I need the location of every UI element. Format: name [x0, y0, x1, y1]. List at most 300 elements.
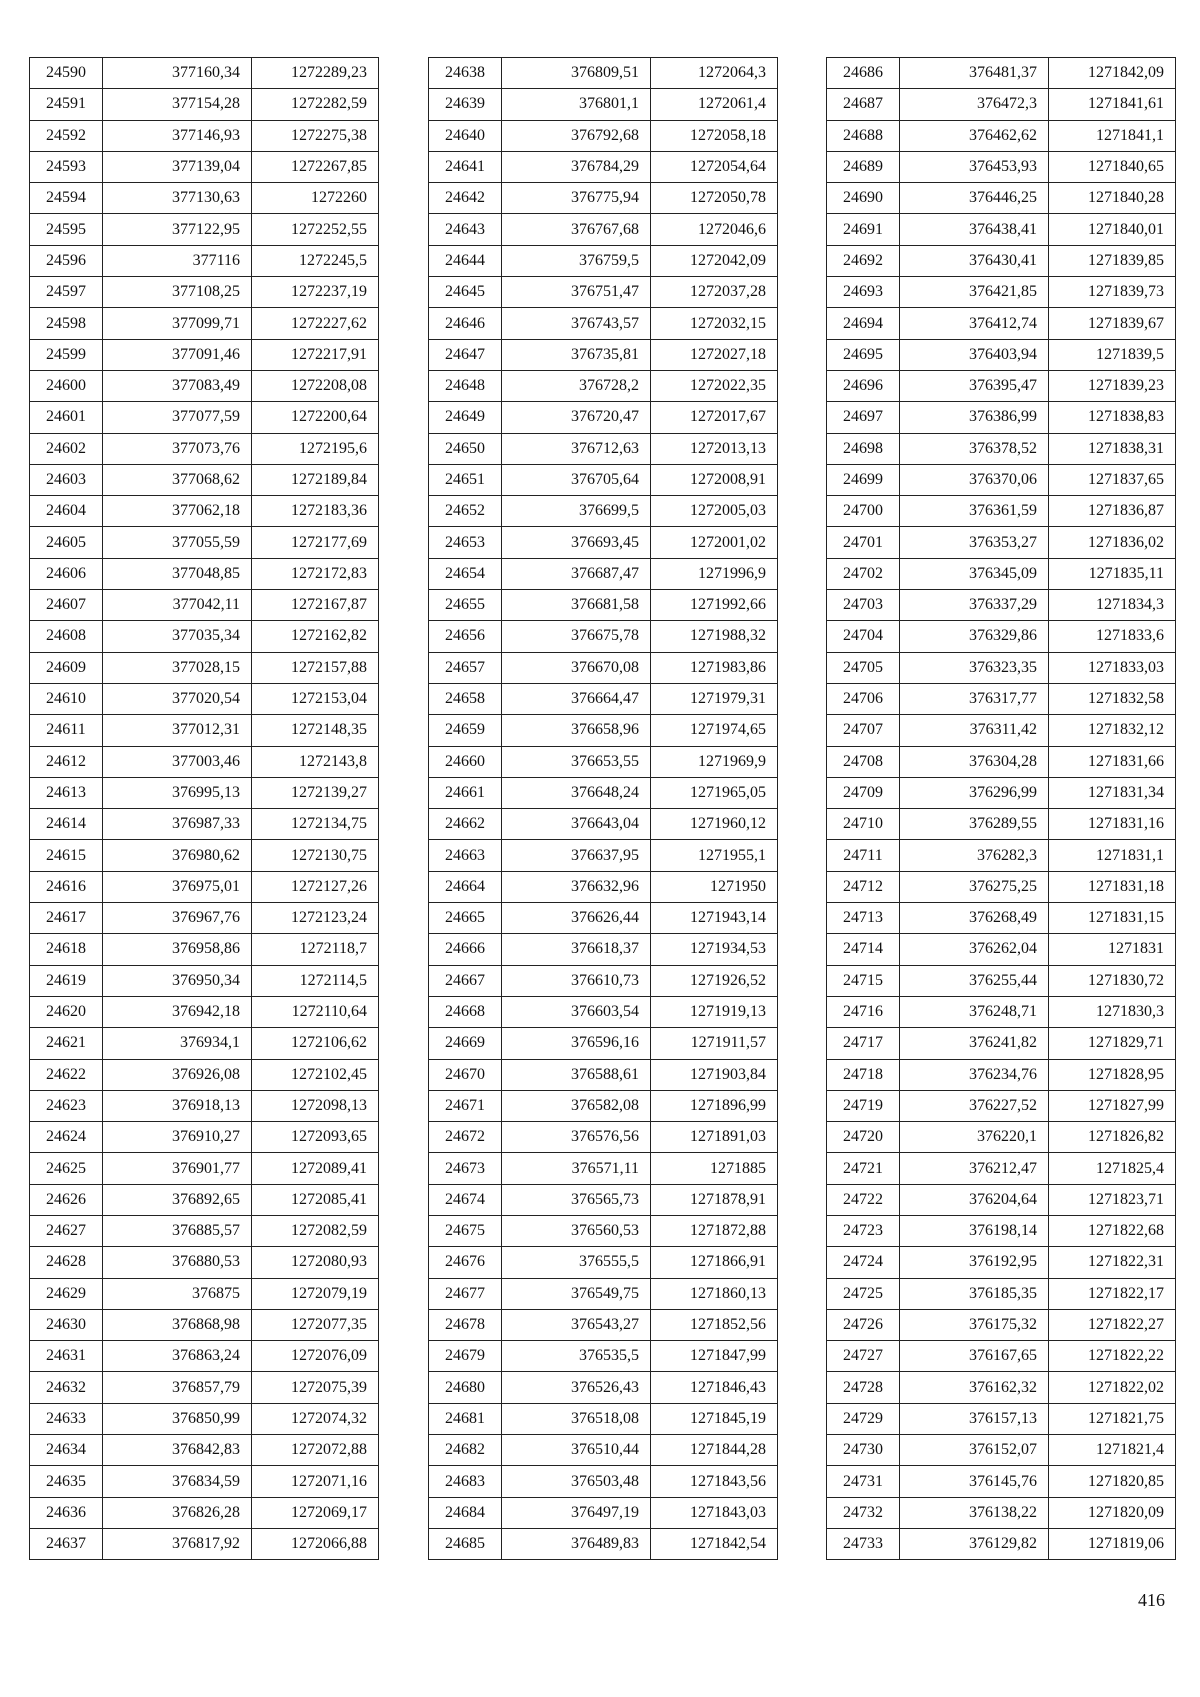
x-coordinate-cell: 376618,37 — [502, 934, 651, 965]
point-number-cell: 24682 — [429, 1435, 502, 1466]
y-coordinate-cell: 1272189,84 — [252, 464, 379, 495]
y-coordinate-cell: 1272177,69 — [252, 527, 379, 558]
table-row — [827, 683, 1176, 714]
x-coordinate-cell: 376826,28 — [103, 1497, 252, 1528]
point-number-cell: 24710 — [827, 809, 900, 840]
point-number-cell: 24627 — [30, 1215, 103, 1246]
y-coordinate-cell: 1271832,12 — [1049, 715, 1176, 746]
x-coordinate-cell: 376386,99 — [900, 402, 1049, 433]
x-coordinate-cell: 376323,35 — [900, 652, 1049, 683]
y-coordinate-cell: 1271836,02 — [1049, 527, 1176, 558]
point-number-cell: 24637 — [30, 1528, 103, 1559]
y-coordinate-cell: 1271872,88 — [651, 1215, 778, 1246]
y-coordinate-cell: 1272289,23 — [252, 58, 379, 89]
table-row — [30, 965, 379, 996]
point-number-cell: 24644 — [429, 245, 502, 276]
point-number-cell: 24714 — [827, 934, 900, 965]
y-coordinate-cell: 1272098,13 — [252, 1090, 379, 1121]
y-coordinate-cell: 1272275,38 — [252, 120, 379, 151]
x-coordinate-cell: 377048,85 — [103, 558, 252, 589]
table-row — [827, 1466, 1176, 1497]
table-row — [429, 590, 778, 621]
point-number-cell: 24686 — [827, 58, 900, 89]
x-coordinate-cell: 376412,74 — [900, 308, 1049, 339]
table-row — [30, 1090, 379, 1121]
point-number-cell: 24706 — [827, 683, 900, 714]
x-coordinate-cell: 377012,31 — [103, 715, 252, 746]
y-coordinate-cell: 1271988,32 — [651, 621, 778, 652]
point-number-cell: 24590 — [30, 58, 103, 89]
point-number-cell: 24628 — [30, 1247, 103, 1278]
y-coordinate-cell: 1271841,1 — [1049, 120, 1176, 151]
point-number-cell: 24688 — [827, 120, 900, 151]
point-number-cell: 24606 — [30, 558, 103, 589]
table-row — [429, 809, 778, 840]
x-coordinate-cell: 376162,32 — [900, 1372, 1049, 1403]
y-coordinate-cell: 1271840,65 — [1049, 151, 1176, 182]
point-number-cell: 24667 — [429, 965, 502, 996]
table-row — [30, 746, 379, 777]
x-coordinate-cell: 376275,25 — [900, 871, 1049, 902]
table-row — [827, 652, 1176, 683]
y-coordinate-cell: 1272050,78 — [651, 183, 778, 214]
table-row — [30, 1403, 379, 1434]
y-coordinate-cell: 1272153,04 — [252, 683, 379, 714]
table-row — [429, 558, 778, 589]
y-coordinate-cell: 1271822,31 — [1049, 1247, 1176, 1278]
y-coordinate-cell: 1271943,14 — [651, 903, 778, 934]
point-number-cell: 24716 — [827, 996, 900, 1027]
table-row — [827, 1090, 1176, 1121]
y-coordinate-cell: 1271841,61 — [1049, 89, 1176, 120]
y-coordinate-cell: 1271860,13 — [651, 1278, 778, 1309]
point-number-cell: 24610 — [30, 683, 103, 714]
table-row — [30, 1153, 379, 1184]
coordinate-table-3 — [826, 57, 1176, 1560]
table-row — [429, 496, 778, 527]
y-coordinate-cell: 1272139,27 — [252, 777, 379, 808]
x-coordinate-cell: 376212,47 — [900, 1153, 1049, 1184]
point-number-cell: 24668 — [429, 996, 502, 1027]
point-number-cell: 24632 — [30, 1372, 103, 1403]
point-number-cell: 24691 — [827, 214, 900, 245]
table-row — [30, 464, 379, 495]
table-row — [30, 527, 379, 558]
point-number-cell: 24660 — [429, 746, 502, 777]
y-coordinate-cell: 1272245,5 — [252, 245, 379, 276]
point-number-cell: 24731 — [827, 1466, 900, 1497]
point-number-cell: 24685 — [429, 1528, 502, 1559]
x-coordinate-cell: 377154,28 — [103, 89, 252, 120]
point-number-cell: 24645 — [429, 277, 502, 308]
x-coordinate-cell: 376337,29 — [900, 590, 1049, 621]
point-number-cell: 24658 — [429, 683, 502, 714]
x-coordinate-cell: 376735,81 — [502, 339, 651, 370]
point-number-cell: 24611 — [30, 715, 103, 746]
table-row — [30, 89, 379, 120]
y-coordinate-cell: 1271832,58 — [1049, 683, 1176, 714]
x-coordinate-cell: 376632,96 — [502, 871, 651, 902]
y-coordinate-cell: 1271831,16 — [1049, 809, 1176, 840]
table-row — [429, 89, 778, 120]
x-coordinate-cell: 376743,57 — [502, 308, 651, 339]
x-coordinate-cell: 376421,85 — [900, 277, 1049, 308]
y-coordinate-cell: 1272208,08 — [252, 370, 379, 401]
table-row — [429, 903, 778, 934]
point-number-cell: 24694 — [827, 308, 900, 339]
x-coordinate-cell: 376712,63 — [502, 433, 651, 464]
x-coordinate-cell: 376560,53 — [502, 1215, 651, 1246]
x-coordinate-cell: 376987,33 — [103, 809, 252, 840]
y-coordinate-cell: 1272072,88 — [252, 1435, 379, 1466]
x-coordinate-cell: 376227,52 — [900, 1090, 1049, 1121]
y-coordinate-cell: 1271822,27 — [1049, 1309, 1176, 1340]
table-row — [827, 1528, 1176, 1559]
point-number-cell: 24695 — [827, 339, 900, 370]
y-coordinate-cell: 1271878,91 — [651, 1184, 778, 1215]
y-coordinate-cell: 1271846,43 — [651, 1372, 778, 1403]
y-coordinate-cell: 1271831 — [1049, 934, 1176, 965]
y-coordinate-cell: 1271821,75 — [1049, 1403, 1176, 1434]
table-row — [429, 1090, 778, 1121]
x-coordinate-cell: 376801,1 — [502, 89, 651, 120]
table-row — [429, 308, 778, 339]
point-number-cell: 24662 — [429, 809, 502, 840]
point-number-cell: 24639 — [429, 89, 502, 120]
point-number-cell: 24722 — [827, 1184, 900, 1215]
table-row — [827, 89, 1176, 120]
x-coordinate-cell: 376403,94 — [900, 339, 1049, 370]
table-row — [30, 1341, 379, 1372]
point-number-cell: 24601 — [30, 402, 103, 433]
y-coordinate-cell: 1272032,15 — [651, 308, 778, 339]
x-coordinate-cell: 376472,3 — [900, 89, 1049, 120]
table-row — [429, 1153, 778, 1184]
x-coordinate-cell: 377028,15 — [103, 652, 252, 683]
table-row — [30, 1372, 379, 1403]
x-coordinate-cell: 376728,2 — [502, 370, 651, 401]
x-coordinate-cell: 376289,55 — [900, 809, 1049, 840]
table-row — [429, 1466, 778, 1497]
x-coordinate-cell: 376675,78 — [502, 621, 651, 652]
table-row — [827, 996, 1176, 1027]
y-coordinate-cell: 1271842,09 — [1049, 58, 1176, 89]
x-coordinate-cell: 376430,41 — [900, 245, 1049, 276]
table-row — [827, 1122, 1176, 1153]
point-number-cell: 24598 — [30, 308, 103, 339]
point-number-cell: 24677 — [429, 1278, 502, 1309]
table-row — [827, 464, 1176, 495]
y-coordinate-cell: 1272130,75 — [252, 840, 379, 871]
table-row — [827, 558, 1176, 589]
table-row — [429, 1247, 778, 1278]
y-coordinate-cell: 1271820,09 — [1049, 1497, 1176, 1528]
y-coordinate-cell: 1271842,54 — [651, 1528, 778, 1559]
x-coordinate-cell: 376705,64 — [502, 464, 651, 495]
x-coordinate-cell: 376576,56 — [502, 1122, 651, 1153]
x-coordinate-cell: 376885,57 — [103, 1215, 252, 1246]
point-number-cell: 24698 — [827, 433, 900, 464]
x-coordinate-cell: 376610,73 — [502, 965, 651, 996]
x-coordinate-cell: 376648,24 — [502, 777, 651, 808]
y-coordinate-cell: 1271950 — [651, 871, 778, 902]
point-number-cell: 24594 — [30, 183, 103, 214]
x-coordinate-cell: 377083,49 — [103, 370, 252, 401]
table-row — [30, 183, 379, 214]
point-number-cell: 24604 — [30, 496, 103, 527]
x-coordinate-cell: 376637,95 — [502, 840, 651, 871]
table-row — [30, 151, 379, 182]
y-coordinate-cell: 1271830,3 — [1049, 996, 1176, 1027]
y-coordinate-cell: 1272200,64 — [252, 402, 379, 433]
table-row — [827, 1028, 1176, 1059]
x-coordinate-cell: 376167,65 — [900, 1341, 1049, 1372]
point-number-cell: 24676 — [429, 1247, 502, 1278]
y-coordinate-cell: 1271822,22 — [1049, 1341, 1176, 1372]
point-number-cell: 24664 — [429, 871, 502, 902]
y-coordinate-cell: 1272148,35 — [252, 715, 379, 746]
x-coordinate-cell: 377160,34 — [103, 58, 252, 89]
y-coordinate-cell: 1271834,3 — [1049, 590, 1176, 621]
point-number-cell: 24622 — [30, 1059, 103, 1090]
point-number-cell: 24663 — [429, 840, 502, 871]
y-coordinate-cell: 1271838,83 — [1049, 402, 1176, 433]
x-coordinate-cell: 376555,5 — [502, 1247, 651, 1278]
x-coordinate-cell: 377035,34 — [103, 621, 252, 652]
y-coordinate-cell: 1272058,18 — [651, 120, 778, 151]
x-coordinate-cell: 377091,46 — [103, 339, 252, 370]
table-row — [429, 1215, 778, 1246]
table-row — [429, 1122, 778, 1153]
x-coordinate-cell: 376329,86 — [900, 621, 1049, 652]
table-row — [429, 621, 778, 652]
table-row — [30, 339, 379, 370]
table-row — [30, 214, 379, 245]
x-coordinate-cell: 376759,5 — [502, 245, 651, 276]
y-coordinate-cell: 1271847,99 — [651, 1341, 778, 1372]
point-number-cell: 24704 — [827, 621, 900, 652]
table-row — [429, 1028, 778, 1059]
point-number-cell: 24718 — [827, 1059, 900, 1090]
table-row — [429, 433, 778, 464]
table-row — [429, 965, 778, 996]
table-row — [429, 1278, 778, 1309]
table-row — [30, 58, 379, 89]
x-coordinate-cell: 376658,96 — [502, 715, 651, 746]
y-coordinate-cell: 1272237,19 — [252, 277, 379, 308]
y-coordinate-cell: 1271821,4 — [1049, 1435, 1176, 1466]
table-row — [429, 1184, 778, 1215]
y-coordinate-cell: 1271965,05 — [651, 777, 778, 808]
x-coordinate-cell: 376453,93 — [900, 151, 1049, 182]
y-coordinate-cell: 1271837,65 — [1049, 464, 1176, 495]
x-coordinate-cell: 376775,94 — [502, 183, 651, 214]
x-coordinate-cell: 376950,34 — [103, 965, 252, 996]
x-coordinate-cell: 377020,54 — [103, 683, 252, 714]
table-row — [30, 934, 379, 965]
table-row — [827, 1341, 1176, 1372]
x-coordinate-cell: 376975,01 — [103, 871, 252, 902]
y-coordinate-cell: 1271955,1 — [651, 840, 778, 871]
point-number-cell: 24603 — [30, 464, 103, 495]
point-number-cell: 24647 — [429, 339, 502, 370]
x-coordinate-cell: 376653,55 — [502, 746, 651, 777]
y-coordinate-cell: 1272013,13 — [651, 433, 778, 464]
x-coordinate-cell: 377055,59 — [103, 527, 252, 558]
x-coordinate-cell: 376910,27 — [103, 1122, 252, 1153]
point-number-cell: 24623 — [30, 1090, 103, 1121]
x-coordinate-cell: 376198,14 — [900, 1215, 1049, 1246]
point-number-cell: 24679 — [429, 1341, 502, 1372]
table-row — [827, 1153, 1176, 1184]
y-coordinate-cell: 1271828,95 — [1049, 1059, 1176, 1090]
y-coordinate-cell: 1271919,13 — [651, 996, 778, 1027]
x-coordinate-cell: 376857,79 — [103, 1372, 252, 1403]
point-number-cell: 24655 — [429, 590, 502, 621]
y-coordinate-cell: 1272061,4 — [651, 89, 778, 120]
point-number-cell: 24719 — [827, 1090, 900, 1121]
table-row — [429, 1497, 778, 1528]
point-number-cell: 24609 — [30, 652, 103, 683]
x-coordinate-cell: 376699,5 — [502, 496, 651, 527]
point-number-cell: 24699 — [827, 464, 900, 495]
point-number-cell: 24674 — [429, 1184, 502, 1215]
table-row — [827, 965, 1176, 996]
table-row — [827, 308, 1176, 339]
x-coordinate-cell: 376526,43 — [502, 1372, 651, 1403]
x-coordinate-cell: 376934,1 — [103, 1028, 252, 1059]
x-coordinate-cell: 377130,63 — [103, 183, 252, 214]
x-coordinate-cell: 376588,61 — [502, 1059, 651, 1090]
point-number-cell: 24635 — [30, 1466, 103, 1497]
y-coordinate-cell: 1271825,4 — [1049, 1153, 1176, 1184]
x-coordinate-cell: 376995,13 — [103, 777, 252, 808]
x-coordinate-cell: 377146,93 — [103, 120, 252, 151]
table-row — [429, 777, 778, 808]
x-coordinate-cell: 376370,06 — [900, 464, 1049, 495]
y-coordinate-cell: 1271839,73 — [1049, 277, 1176, 308]
y-coordinate-cell: 1272127,26 — [252, 871, 379, 902]
point-number-cell: 24646 — [429, 308, 502, 339]
y-coordinate-cell: 1271830,72 — [1049, 965, 1176, 996]
x-coordinate-cell: 376497,19 — [502, 1497, 651, 1528]
y-coordinate-cell: 1272143,8 — [252, 746, 379, 777]
table-row — [429, 339, 778, 370]
table-row — [827, 1372, 1176, 1403]
x-coordinate-cell: 376361,59 — [900, 496, 1049, 527]
table-row — [827, 214, 1176, 245]
y-coordinate-cell: 1272080,93 — [252, 1247, 379, 1278]
point-number-cell: 24626 — [30, 1184, 103, 1215]
y-coordinate-cell: 1272077,35 — [252, 1309, 379, 1340]
table-row — [30, 621, 379, 652]
x-coordinate-cell: 376204,64 — [900, 1184, 1049, 1215]
table-row — [827, 1497, 1176, 1528]
point-number-cell: 24649 — [429, 402, 502, 433]
x-coordinate-cell: 376462,62 — [900, 120, 1049, 151]
y-coordinate-cell: 1271831,66 — [1049, 746, 1176, 777]
y-coordinate-cell: 1272114,5 — [252, 965, 379, 996]
x-coordinate-cell: 376304,28 — [900, 746, 1049, 777]
point-number-cell: 24641 — [429, 151, 502, 182]
y-coordinate-cell: 1271833,03 — [1049, 652, 1176, 683]
x-coordinate-cell: 376549,75 — [502, 1278, 651, 1309]
x-coordinate-cell: 377073,76 — [103, 433, 252, 464]
x-coordinate-cell: 376693,45 — [502, 527, 651, 558]
point-number-cell: 24615 — [30, 840, 103, 871]
x-coordinate-cell: 376850,99 — [103, 1403, 252, 1434]
y-coordinate-cell: 1271826,82 — [1049, 1122, 1176, 1153]
point-number-cell: 24608 — [30, 621, 103, 652]
point-number-cell: 24678 — [429, 1309, 502, 1340]
y-coordinate-cell: 1272005,03 — [651, 496, 778, 527]
point-number-cell: 24703 — [827, 590, 900, 621]
x-coordinate-cell: 376489,83 — [502, 1528, 651, 1559]
y-coordinate-cell: 1272046,6 — [651, 214, 778, 245]
y-coordinate-cell: 1271823,71 — [1049, 1184, 1176, 1215]
y-coordinate-cell: 1271911,57 — [651, 1028, 778, 1059]
x-coordinate-cell: 377003,46 — [103, 746, 252, 777]
y-coordinate-cell: 1272093,65 — [252, 1122, 379, 1153]
x-coordinate-cell: 376942,18 — [103, 996, 252, 1027]
x-coordinate-cell: 376255,44 — [900, 965, 1049, 996]
x-coordinate-cell: 376262,04 — [900, 934, 1049, 965]
y-coordinate-cell: 1272075,39 — [252, 1372, 379, 1403]
x-coordinate-cell: 376234,76 — [900, 1059, 1049, 1090]
x-coordinate-cell: 376892,65 — [103, 1184, 252, 1215]
page-number: 416 — [1138, 1590, 1165, 1610]
x-coordinate-cell: 377108,25 — [103, 277, 252, 308]
x-coordinate-cell: 376681,58 — [502, 590, 651, 621]
x-coordinate-cell: 376518,08 — [502, 1403, 651, 1434]
y-coordinate-cell: 1271839,67 — [1049, 308, 1176, 339]
y-coordinate-cell: 1272195,6 — [252, 433, 379, 464]
x-coordinate-cell: 376311,42 — [900, 715, 1049, 746]
point-number-cell: 24665 — [429, 903, 502, 934]
point-number-cell: 24726 — [827, 1309, 900, 1340]
point-number-cell: 24596 — [30, 245, 103, 276]
point-number-cell: 24708 — [827, 746, 900, 777]
y-coordinate-cell: 1271840,28 — [1049, 183, 1176, 214]
x-coordinate-cell: 376192,95 — [900, 1247, 1049, 1278]
y-coordinate-cell: 1271827,99 — [1049, 1090, 1176, 1121]
table-row — [827, 151, 1176, 182]
point-number-cell: 24600 — [30, 370, 103, 401]
x-coordinate-cell: 377139,04 — [103, 151, 252, 182]
x-coordinate-cell: 376980,62 — [103, 840, 252, 871]
table-row — [827, 903, 1176, 934]
table-row — [827, 1403, 1176, 1434]
table-row — [429, 214, 778, 245]
table-row — [827, 871, 1176, 902]
point-number-cell: 24711 — [827, 840, 900, 871]
x-coordinate-cell: 376220,1 — [900, 1122, 1049, 1153]
y-coordinate-cell: 1271843,03 — [651, 1497, 778, 1528]
x-coordinate-cell: 376751,47 — [502, 277, 651, 308]
table-row — [30, 871, 379, 902]
x-coordinate-cell: 376446,25 — [900, 183, 1049, 214]
x-coordinate-cell: 376152,07 — [900, 1435, 1049, 1466]
table-row — [827, 277, 1176, 308]
point-number-cell: 24659 — [429, 715, 502, 746]
x-coordinate-cell: 376503,48 — [502, 1466, 651, 1497]
table-row — [827, 1059, 1176, 1090]
point-number-cell: 24595 — [30, 214, 103, 245]
table-row — [30, 1278, 379, 1309]
x-coordinate-cell: 376596,16 — [502, 1028, 651, 1059]
table-row — [30, 433, 379, 464]
point-number-cell: 24666 — [429, 934, 502, 965]
